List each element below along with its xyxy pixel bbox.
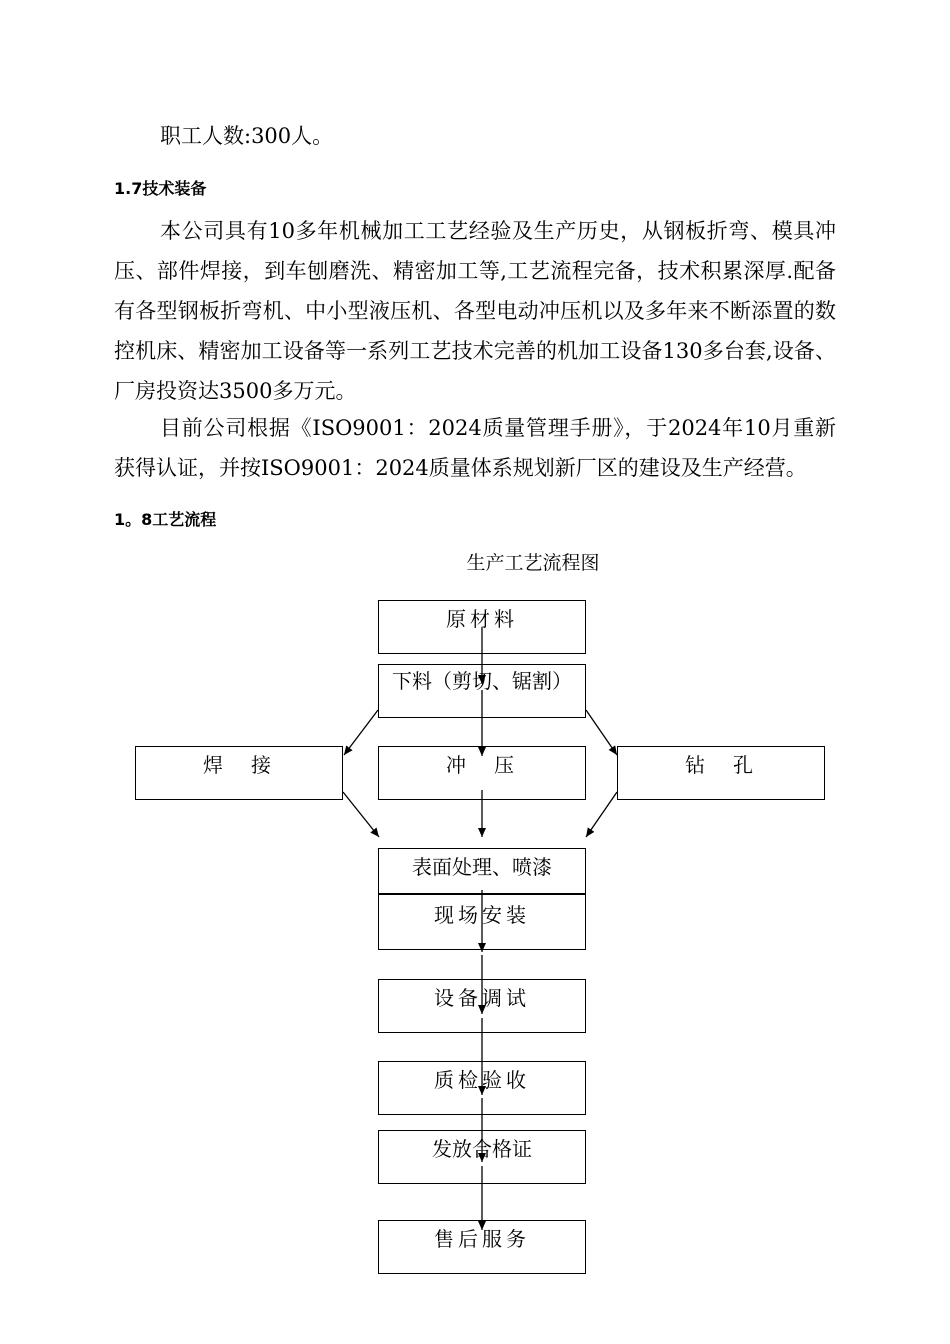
box-site-installation: 现场安装 <box>378 894 586 950</box>
arrow-cutting-to-welding <box>344 710 378 755</box>
arrow-cutting-to-drilling <box>586 710 617 755</box>
box-surface-treatment: 表面处理、喷漆 <box>378 848 586 894</box>
section-heading-1-7: 1.7技术装备 <box>114 179 207 198</box>
box-quality-inspection: 质检验收 <box>378 1061 586 1115</box>
box-raw-material: 原材料 <box>378 600 586 654</box>
section-heading-1-8: 1。8工艺流程 <box>114 510 217 529</box>
arrow-drilling-to-surface <box>586 792 617 837</box>
box-equipment-debug: 设备调试 <box>378 979 586 1033</box>
box-drilling: 钻 孔 <box>617 746 825 800</box>
equipment-paragraph: 本公司具有10多年机械加工工艺经验及生产历史，从钢板折弯、模具冲压、部件焊接，到车刨磨洗、精密加工等,工艺流程完备，技术积累深厚.配备有各型钢板折弯机、中小型液压机、各型电动冲压机以及多年来不断添置的数控机床、精密加工设备等一系列工艺技术完善的机加工设备130多台套,设备、厂房投资达3500多万元。 <box>114 219 836 403</box>
staff-count-line: 职工人数:300人。 <box>160 124 334 148</box>
arrow-welding-to-surface <box>343 792 379 837</box>
box-welding: 焊 接 <box>135 746 343 800</box>
box-stamping: 冲 压 <box>378 746 586 800</box>
certification-paragraph: 目前公司根据《ISO9001：2024质量管理手册》，于2024年10月重新获得认证，并按ISO9001：2024质量体系规划新厂区的建设及生产经营。 <box>114 416 836 480</box>
box-cutting: 下料（剪切、锯割） <box>378 664 586 718</box>
flowchart-title: 生产工艺流程图 <box>466 552 600 574</box>
box-certificate: 发放合格证 <box>378 1130 586 1184</box>
box-after-sales: 售后服务 <box>378 1220 586 1274</box>
